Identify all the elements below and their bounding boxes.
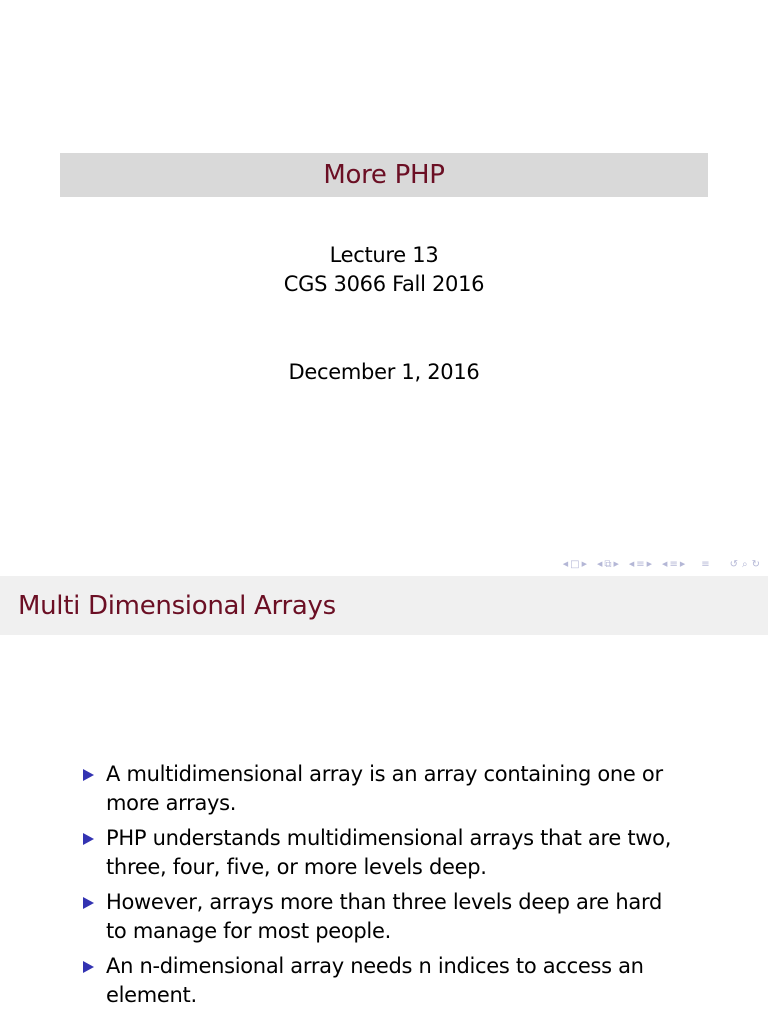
lecture-number: Lecture 13: [329, 243, 439, 267]
frame-nav-icon[interactable]: ◀ □ ▶: [562, 558, 587, 570]
section-nav-icon[interactable]: ◀ ≡ ▶: [628, 558, 653, 570]
bullet-text: An n-dimensional array needs n indices to access an element.: [106, 954, 644, 1007]
undo-icon[interactable]: ↻: [751, 558, 760, 570]
title-box: [60, 153, 708, 197]
frame-title: Multi Dimensional Arrays: [18, 590, 336, 621]
outline-nav-icon[interactable]: ◀ ≡ ▶: [662, 558, 686, 570]
bullet-triangle-icon: [83, 961, 94, 973]
list-item: [80, 824, 680, 882]
content-slide: [0, 576, 768, 1024]
bullet-triangle-icon: [83, 833, 94, 845]
appendix-nav-icon[interactable]: ≡: [701, 558, 710, 570]
zoom-icon[interactable]: ⌕: [742, 558, 748, 570]
bullet-triangle-icon: [83, 897, 94, 909]
bullet-text: However, arrays more than three levels deep are hard to manage for most people.: [106, 890, 662, 943]
bullet-triangle-icon: [83, 769, 94, 781]
frame-title-bar: [0, 576, 768, 635]
presentation-date: December 1, 2016: [288, 360, 480, 384]
list-item: [80, 952, 680, 1010]
list-item: [80, 760, 680, 818]
bullet-text: A multidimensional array is an array containing one or more arrays.: [106, 762, 663, 815]
bullet-list: [80, 760, 680, 1016]
bullet-text: PHP understands multidimensional arrays that are two, three, four, five, or more levels deep.: [106, 826, 672, 879]
course-name: CGS 3066 Fall 2016: [283, 272, 485, 296]
subsection-nav-icon[interactable]: ◀ ⧉ ▶: [596, 558, 619, 570]
beamer-navigation-bar: [557, 557, 760, 571]
list-item: [80, 888, 680, 946]
presentation-title: More PHP: [323, 160, 445, 190]
search-icon[interactable]: ↺: [729, 558, 738, 570]
